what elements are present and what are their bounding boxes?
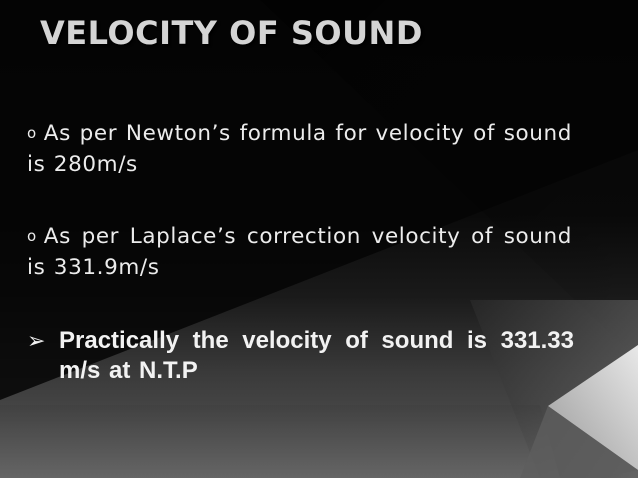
bullet-practical-text: Practically the velocity of sound is 331.33 m/s at N.T.P bbox=[59, 327, 574, 384]
bullet-newton-text: As per Newton’s formula for velocity of sound is 280m/s bbox=[27, 121, 572, 177]
bullet-practical bbox=[27, 326, 574, 386]
bullet-laplace bbox=[27, 221, 572, 283]
circle-bullet-icon: o bbox=[27, 124, 37, 142]
slide-title: VELOCITY OF SOUND bbox=[40, 14, 423, 52]
bullet-newton bbox=[27, 118, 572, 180]
bullet-laplace-text: As per Laplace’s correction velocity of sound is 331.9m/s bbox=[27, 224, 572, 280]
circle-bullet-icon: o bbox=[27, 227, 37, 245]
arrow-bullet-icon: ➢ bbox=[27, 328, 46, 353]
facet-bottom bbox=[0, 405, 560, 478]
